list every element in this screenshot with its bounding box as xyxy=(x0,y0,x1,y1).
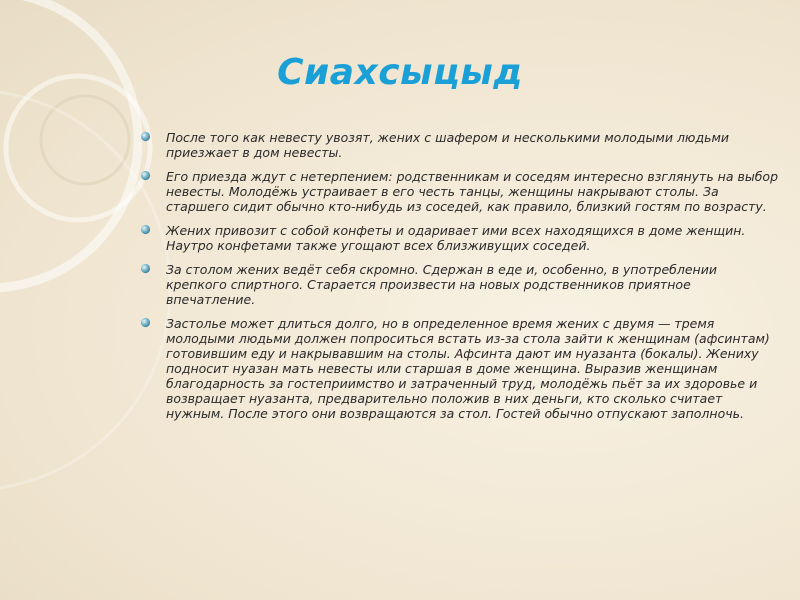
orb-bullet-icon xyxy=(140,224,151,235)
orb-bullet-icon xyxy=(140,170,151,181)
list-item xyxy=(138,316,778,421)
paragraph-text: После того как невесту увозят, жених с шафером и несколькими молодыми людьми приезжает в дом невесты. xyxy=(166,130,730,160)
list-item xyxy=(138,262,778,307)
paragraph-text: За столом жених ведёт себя скромно. Сдержан в еде и, особенно, в употреблении крепкого спиртного. Старается произвести на новых родственников приятное впечатление. xyxy=(166,262,717,307)
paragraph-text: Его приезда ждут с нетерпением: родственникам и соседям интересно взглянуть на выбор невесты. Молодёжь устраивает в его честь танцы, женщины накрывают столы. За старшего сидит обычно кто-нибудь из соседей, как правило, близкий гостям по возрасту. xyxy=(166,169,779,214)
paragraph-list xyxy=(138,130,778,430)
paragraph-text: Жених привозит с собой конфеты и одаривает ими всех находящихся в доме женщин. Наутро конфетами также угощают всех близживущих соседей. xyxy=(166,223,746,253)
orb-bullet-icon xyxy=(140,317,151,328)
orb-bullet-icon xyxy=(140,131,151,142)
orb-bullet-icon xyxy=(140,263,151,274)
slide-title: Сиахсыцыд xyxy=(277,52,523,93)
list-item xyxy=(138,223,778,253)
paragraph-text: Застолье может длиться долго, но в определенное время жених с двумя — тремя молодыми людьми должен попроситься встать из-за стола зайти к женщинам (афсинтам) готовившим еду и накрывавшим на столы. Афсинта дают им нуазанта (бокалы). Жениху подносит нуазан мать невесты или старшая в доме женщина. Выразив женщинам благодарность за гостеприимство и затраченный труд, молодёжь пьёт за их здоровье и возвращает нуазанта, предварительно положив в них деньги, кто сколько считает нужным. После этого они возвращаются за стол. Гостей обычно отпускают заполночь. xyxy=(166,316,770,421)
list-item xyxy=(138,169,778,214)
list-item xyxy=(138,130,778,160)
